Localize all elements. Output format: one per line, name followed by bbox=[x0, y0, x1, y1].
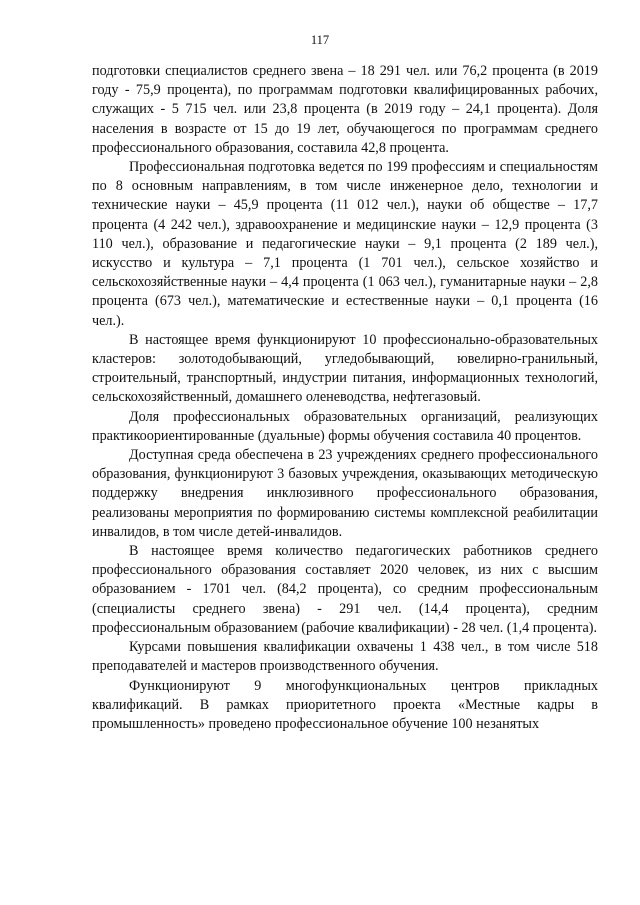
body-text bbox=[92, 62, 598, 734]
paragraph-5: Доступная среда обеспечена в 23 учреждениях среднего профессионального образования, функционируют 3 базовых учреждения, оказывающих методическую поддержку внедрения инклюзивного профессионального образования, реализованы мероприятия по формированию системы комплексной реабилитации инвалидов, в том числе детей-инвалидов. bbox=[92, 447, 598, 540]
paragraph-7: Курсами повышения квалификации охвачены 1 438 чел., в том числе 518 преподавателей и мастеров производственного обучения. bbox=[92, 639, 598, 675]
paragraph-2: Профессиональная подготовка ведется по 199 профессиям и специальностям по 8 основным направлениям, в том числе инженерное дело, технологии и технические науки – 45,9 процента (11 012 чел.), науки об обществе – 17,7 процента (4 242 чел.), здравоохранение и медицинские науки – 12,9 процента (3 110 чел.), образование и педагогические науки – 9,1 процента (2 189 чел.), искусство и культура – 7,1 процента (1 701 чел.), сельское хозяйство и сельскохозяйственные науки – 4,4 процента (1 063 чел.), гуманитарные науки – 2,8 процента (673 чел.), математические и естественные науки – 0,1 процента (16 чел.). bbox=[92, 159, 598, 329]
paragraph-4: Доля профессиональных образовательных организаций, реализующих практикоориентированные (дуальные) формы обучения составила 40 процентов. bbox=[92, 408, 598, 444]
paragraph-3: В настоящее время функционируют 10 профессионально-образовательных кластеров: золотодобывающий, угледобывающий, ювелирно-гранильный, строительный, транспортный, индустрии питания, информационных технологий, сельскохозяйственный, домашнего оленеводства, нефтегазовый. bbox=[92, 331, 598, 406]
page-number: 117 bbox=[310, 33, 330, 47]
paragraph-6: В настоящее время количество педагогических работников среднего профессионального образования составляет 2020 человек, из них с высшим образованием - 1701 чел. (84,2 процента), со средним профессиональным (специалисты среднего звена) - 291 чел. (14,4 процента), средним профессиональным образованием (рабочие квалификации) - 28 чел. (1,4 процента). bbox=[92, 543, 598, 636]
paragraph-1: подготовки специалистов среднего звена – 18 291 чел. или 76,2 процента (в 2019 году - 75,9 процента), по программам подготовки квалифицированных рабочих, служащих - 5 715 чел. или 23,8 процента (в 2019 году – 24,1 процента). Доля населения в возрасте от 15 до 19 лет, обучающегося по программам среднего профессионального образования, составила 42,8 процента. bbox=[92, 63, 598, 156]
paragraph-8: Функционируют 9 многофункциональных центров прикладных квалификаций. В рамках приоритетного проекта «Местные кадры в промышленность» проведено профессиональное обучение 100 незанятых bbox=[92, 677, 598, 732]
